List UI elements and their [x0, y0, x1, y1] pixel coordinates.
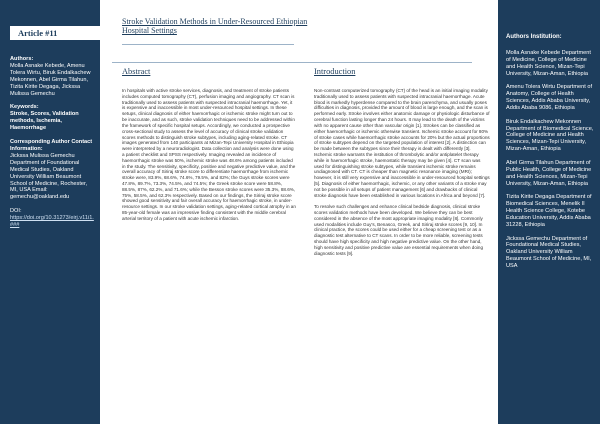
correspondence-info: Jickssa Mulissa Gemechu Department of Foundational Medical Studies, Oakland University William Beaumont School of Medicine, Rochester, MI, USA Email: gemechu@oakland.edu [10, 152, 88, 201]
keywords-list: Stroke, Scores, Validation methods, Ischemia, Haemorrhage [10, 111, 79, 132]
correspondence-label: Corresponding Author Contact Information: [10, 139, 93, 152]
institution-item: Tizita Kirite Degaga Department of Biomedical Sciences, Menelik II Health Science College, Kotebe Education University, Addis Ababa 31228, Ethiopia [506, 194, 592, 228]
abstract-heading: Abstract [122, 67, 151, 76]
right-sidebar [498, 0, 600, 424]
institutions-title: Authors Institution: [506, 34, 562, 40]
authors-label: Authors: [10, 56, 34, 62]
article-title: Stroke Validation Methods in Under-Resourced Ethiopian Hospital Settings [122, 17, 308, 36]
institution-item: Abel Girma Tilahun Department of Public Health, College of Medicine and Health Sciences, Mizan-Tepi University, Mizan-Aman, Ethiopia [506, 159, 592, 187]
section-divider [112, 62, 472, 63]
introduction-body [314, 88, 490, 262]
title-divider [122, 44, 294, 45]
institution-item: Jickssa Gemechu Department of Foundational Medical Studies, Oakland University William Beaumont School of Medicine, MI, USA [506, 235, 592, 269]
keywords-label: Keywords: [10, 104, 39, 111]
introduction-paragraph: Non-contrast computerized tomography (CT) of the head is an initial imaging modality traditionally used to assess patients with suspected intracranial haemorrhage. Acute blood is markedly hyperdense compared to the brain parenchyma, and usually poses difficulties in diagnosis, provided the amount of blood is large enough, and the scan is performed early. Stroke involves either anatomic damage or physiologic disturbance of cerebral function lasting longer than 24 hours. It may lead to the death of the victims with no apparent cause other than vascular origin [1]. Strokes can be classified as either haemorrhagic or ischemic otherwise transient. Ischemic stroke account for 80% of stroke cases while haemorrhagic stroke accounts for 20% but the actual proportions of stroke subtypes depend on the targeted population of interest [2]. A distinction can be made between the subtypes since their therapy is dealt with differently [3]. Ischemic stroke warrants the institution of thrombolytic and/or antiplatelet therapy while in haemorrhagic stroke, haemostatic therapy may be given [4]. CT scan was used for distinguishing stroke subtypes, while transient ischemic stroke remains undiagnosed with CT. CT is cheaper than magnetic resonance imaging (MRI); however, it is still very expensive and inaccessible in under-resourced hospital settings [5]. Diagnosis of either haemorrhagic, ischemic, or any other variants of a stroke may not be possible in all setups of patient management [6] and drawbacks of clinical stroke diagnosis have been established in various locations in Africa and beyond [7]. [314, 88, 490, 198]
introduction-paragraph: To resolve such challenges and enhance clinical bedside diagnosis, clinical stroke scores validation methods have been developed. We believe they can be best considered in the absence of the most appropriate imaging modality [8]. Commonly used modalities include Guy's, Benasco, Greek, and Siriraj stroke scores [9, 10]. In clinical practice, the scores could be used either for a cheap screening test or as a diagnostic test alternative to CT scans. In order to be more reliable, screening tests should have high specificity and high negative predictive value. On the other hand, high sensitivity and positive predictive value are essential requirements when doing diagnostic tests [9]. [314, 204, 484, 256]
abstract-paragraph: In hospitals with active stroke services, diagnosis, and treatment of stroke patients includes computed tomography (CT), perfusion imaging and angiography. CT scan is traditionally used to assess patients with suspected intracranial haemorrhage. Yet, it is expensive and inaccessible in most under-resourced hospital settings. In these setups, clinical diagnosis of either haemorrhagic or ischemic stroke might turn out to be inaccurate, and as such, stroke validation techniques need to be addressed within the framework of specific hospital setups. Accordingly, we conducted a prospective cross-sectional study to assess the level of accuracy of clinical stroke validation scores methods to distinguish stroke subtypes, including aging-related stroke. CT images generated from 140 participants at Mizan-Tepi University Hospital in Ethiopia were interpreted by a neuroradiologist. Data collection and analysis were done using a patient checklist and SPSS respectively. Imaging revealed an incidence of haemorrhagic stroke was 50%, ischemic stroke was 48.6% among patients included in the study. The sensitivity, specificity, positive and negative predictive value, and the overall accuracy of Siriraj stroke score to differentiate haemorrhage from ischemic stroke were, 83.9%, 68.6%, 74.6%, 79.5%, and 82%; the Guys stroke scores were 47.8%, 89.7%, 73.3%, 74.5%, and 74.5%; the Greek stroke score were 58.8%, 88.5%, 87%, 62.2%, and 71.6%; while the Besson stroke scores were 35.3%, 88.6%, 75%, 58.5%, and 62.3% respectively. Based on our findings, the Siriraj stroke score showed good sensitivity and fair overall accuracy for haemorrhagic stroke, in under-resource settings. In our stroke validation settings, aging-related cortical atrophy in an 85-year-old female was an impressive finding consistent with the middle cerebral arterial territory of a patient with acute ischemic infarction. [122, 88, 296, 221]
article-badge: Article #11 [10, 26, 100, 40]
doi-link[interactable]: https://doi.org/10.31273/eirj.v11i1.### [10, 215, 94, 229]
introduction-heading: Introduction [314, 67, 356, 76]
institution-item: Amenu Tolera Wirtu Department of Anatomy, College of Health Sciences, Addis Ababa University, Addis Ababa 9086, Ethiopia [506, 84, 593, 111]
doi-label: DOI: [10, 208, 22, 215]
author-details [10, 56, 96, 236]
left-sidebar [0, 0, 100, 424]
institution-item: Molla Asnake Kebede Department of Medicine, College of Medicine and Health Science, Mizan-Tepi University, Mizan-Aman, Ethiopia [506, 50, 591, 77]
abstract-body [122, 88, 296, 227]
institution-item: Biruk Endalkachew Mekonnen Department of Biomedical Science, College of Medicine and Health Sciences, Mizan-Tepi University, Mizan-Aman, Ethiopia [506, 118, 594, 153]
authors-list: Molla Asnake Kebede, Amenu Tolera Wirtu, Biruk Endalkachew Mekonnen, Abel Girma Tilahun, Tizita Kirite Degaga, Jickssa Mulissa Gemechu [10, 62, 91, 97]
